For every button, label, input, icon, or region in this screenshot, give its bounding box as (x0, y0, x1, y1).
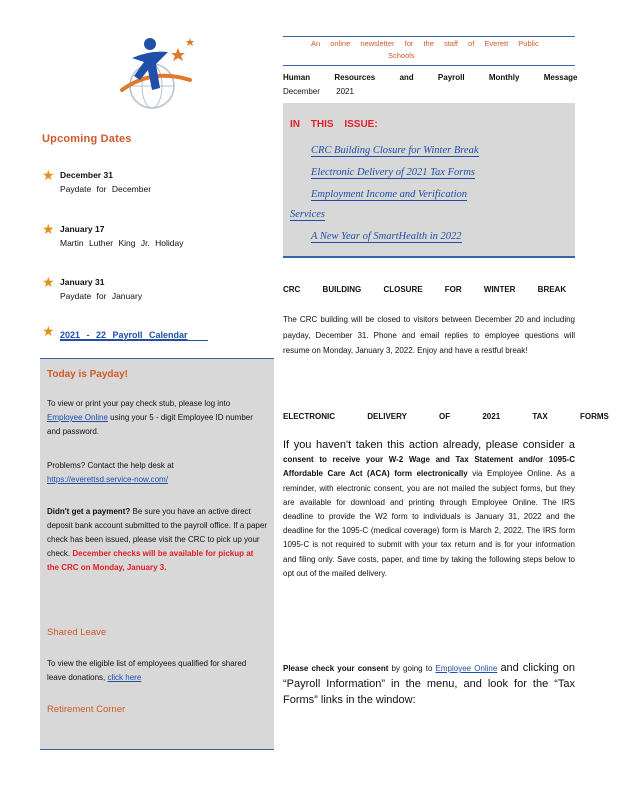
newsletter-tagline-2: Schools (388, 51, 415, 60)
helpdesk-link[interactable]: https://everettsd.service-now.com/ (47, 475, 168, 484)
crc-closure-heading: CRC BUILDING CLOSURE FOR WINTER BREAK (283, 285, 567, 294)
hr-message-title: Human Resources and Payroll Monthly Message (283, 73, 578, 82)
tax-consent-bold: consent to receive your W-2 Wage and Tax Statement and/or 1095-C Affordable Care Act (ACA) form electronically (283, 455, 575, 479)
crc-closure-text: The CRC building will be closed to visitors between December 20 and including payday, December 31. Phone and email replies to employee questions will resume on Monday, January 3, 2022. Enjoy and have a restful break! (283, 315, 575, 355)
retirement-title: Retirement Corner (47, 704, 126, 715)
newsletter-header (283, 36, 575, 66)
newsletter-tagline: An online newsletter for the staff of Everett Public (311, 39, 539, 48)
payday-title: Today is Payday! (47, 369, 128, 380)
shared-leave-body: To view the eligible list of employees qualified for shared leave donations, (47, 659, 247, 682)
payday-paragraph-1 (47, 397, 267, 439)
event-desc: Martin Luther King Jr. Holiday (60, 238, 184, 248)
click-here-link[interactable]: click here (107, 673, 142, 682)
sidebar-box (40, 358, 274, 750)
tax-lead: If you haven't taken this action already, please consider a (283, 439, 575, 451)
tax-body: via Employee Online. As a reminder, with electronic consent, you are not mailed the subject forms, but they are available for download and printing through Employee Online. The IRS deadline to provide the W2 form to individuals is January 31, 2022 and the deadline for the 1095-C (medical coverage) form is March 2, 2022. The IRS form 1095-C is not required to submit with your tax return and is for your information and filing only. Save costs, paper, and time by taking the following steps below to opt out of the mailed delivery. (283, 469, 575, 578)
tax-consent-paragraph (283, 660, 575, 708)
star-icon: ★ (42, 221, 55, 237)
payday-text: To view or print your pay check stub, please log into (47, 399, 231, 408)
star-icon: ★ (42, 274, 55, 290)
shared-leave-text (47, 657, 267, 685)
payday-paragraph-3 (47, 505, 267, 575)
issue-link-smarthealth[interactable]: A New Year of SmartHealth in 2022 (311, 231, 462, 242)
upcoming-dates-title: Upcoming Dates (42, 133, 132, 145)
employee-online-link[interactable]: Employee Online (435, 664, 498, 673)
pickup-notice: December checks will be available for pickup at the CRC on Monday, January 3. (47, 549, 254, 572)
issue-link-employment[interactable]: Employment Income and Verification (311, 189, 468, 200)
issue-link-crc[interactable]: CRC Building Closure for Winter Break (311, 145, 479, 156)
star-icon: ★ (42, 167, 55, 183)
consent-bold: Please check your consent (283, 664, 389, 673)
tax-forms-heading: ELECTRONIC DELIVERY OF 2021 TAX FORMS (283, 412, 609, 421)
event-date: January 31 (60, 277, 105, 287)
issue-link-services[interactable]: Services (290, 209, 325, 220)
in-this-issue-title: IN THIS ISSUE: (290, 119, 378, 130)
consent-instructions: and clicking on “Payroll Information” in the menu, and look for the “Tax Forms” links in the window: (283, 662, 575, 706)
payday-text: Problems? Contact the help desk at (47, 461, 174, 470)
tax-forms-text (283, 437, 575, 581)
event-date: January 17 (60, 224, 105, 234)
payday-bold-text: Didn't get a payment? (47, 507, 131, 516)
consent-text: by going to (391, 664, 433, 673)
event-desc: Paydate for January (60, 291, 143, 301)
event-date: December 31 (60, 170, 113, 180)
shared-leave-title: Shared Leave (47, 627, 107, 638)
district-logo-icon (112, 28, 202, 118)
payday-paragraph-2 (47, 459, 267, 487)
payroll-calendar-link[interactable]: 2021 - 22 Payroll Calendar (60, 330, 208, 341)
payday-text: using your 5 - digit Employee ID number and password. (47, 413, 253, 436)
employee-online-link[interactable]: Employee Online (47, 413, 108, 422)
star-icon: ★ (42, 323, 55, 339)
hr-message-date: December 2021 (283, 87, 354, 96)
in-this-issue-box (283, 103, 575, 258)
issue-link-tax[interactable]: Electronic Delivery of 2021 Tax Forms (311, 167, 475, 178)
payday-text: Be sure you have an active direct deposit bank account submitted to the payroll office. If a paper check has been issued, please visit the CRC to pick up your check. (47, 507, 267, 558)
event-desc: Paydate for December (60, 184, 152, 194)
